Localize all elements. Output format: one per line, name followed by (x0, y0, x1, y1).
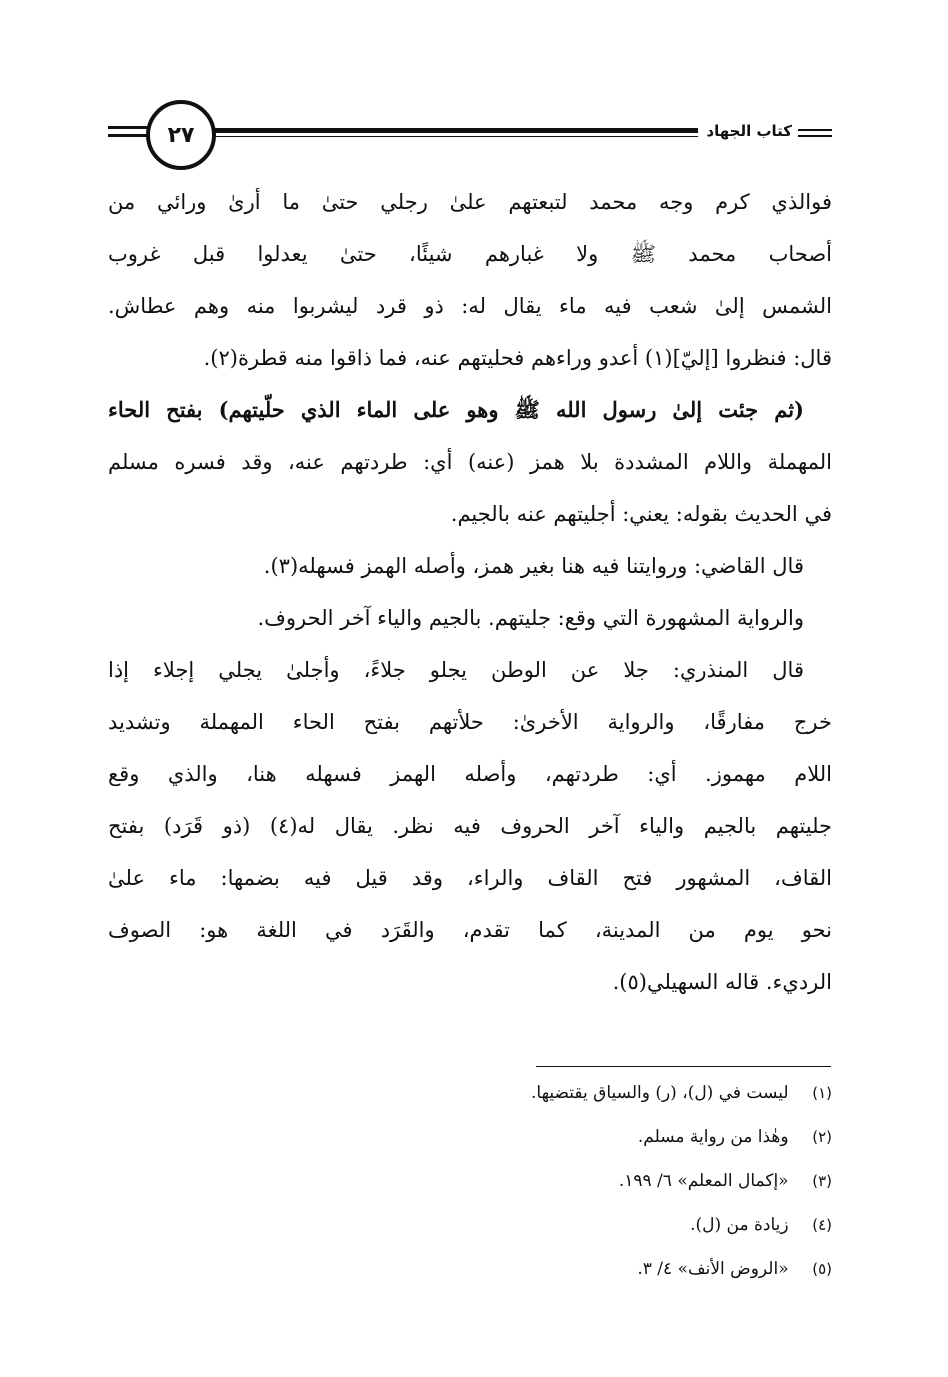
text-line: قال القاضي: وروايتنا فيه هنا بغير همز، وأصله الهمز فسهله(٣). (263, 554, 804, 578)
page-number-circle (146, 100, 216, 170)
footnote (300, 1251, 832, 1287)
footnote-text: وهٰذا من رواية مسلم. (637, 1127, 789, 1147)
text-line: قال: فنظروا [إليّ](١) أعدو وراءهم فحليتهم عنه، فما ذاقوا منه قطرة(٢). (203, 346, 832, 370)
running-head-title: كتاب الجهاد (706, 122, 792, 140)
text-line: نحو يوم من المدينة، كما تقدم، والقَرَد في اللغة هو: الصوف (108, 918, 832, 942)
footnote-text: «إكمال المعلم» ٦/ ١٩٩. (618, 1171, 789, 1191)
footnote-text: «الروض الأنف» ٤/ ٣. (637, 1259, 789, 1279)
header-rule-right-top (798, 129, 832, 131)
text-line: خرج مفارقًا، والرواية الأخرىٰ: حلأتهم بفتح الحاء المهملة وتشديد (108, 710, 832, 734)
text-line: الشمس إلىٰ شعب فيه ماء يقال له: ذو قرد ليشربوا منه وهم عطاش. (108, 294, 832, 318)
header-rule-middle-thin (212, 136, 698, 137)
text-line: أصحاب محمد ﷺ ولا غبارهم شيئًا، حتىٰ يعدلوا قبل غروب (108, 242, 832, 266)
footnote-number: (٥) (812, 1260, 832, 1278)
footnote-text: زيادة من (ل). (690, 1215, 789, 1235)
text-line: الرديء. قاله السهيلي(٥). (612, 970, 832, 994)
footnote (300, 1119, 832, 1155)
footnote (300, 1207, 832, 1243)
page-number: ٢٧ (167, 122, 195, 148)
footnote (300, 1163, 832, 1199)
text-line: قال المنذري: جلا عن الوطن يجلو جلاءً، وأجلىٰ يجلي إجلاء إذا (108, 658, 804, 682)
footnote (300, 1075, 832, 1111)
text-line: فوالذي كرم وجه محمد لتبعتهم علىٰ رجلي حتىٰ ما أرىٰ ورائي من (108, 190, 832, 214)
text-line: والرواية المشهورة التي وقع: جليتهم. بالجيم والياء آخر الحروف. (257, 606, 804, 630)
main-text (108, 175, 832, 1015)
header-rule-left-bottom (108, 134, 150, 137)
text-line: اللام مهموز. أي: طردتهم، وأصله الهمز فسهله هنا، والذي وقع (108, 762, 832, 786)
header-rule-left-top (108, 126, 150, 129)
footnote-number: (٤) (812, 1216, 832, 1234)
text-line: القاف، المشهور فتح القاف والراء، وقد قيل فيه بضمها: ماء علىٰ (108, 866, 832, 890)
page-header (0, 95, 948, 175)
footnote-separator (536, 1066, 831, 1067)
footnote-text: ليست في (ل)، (ر) والسياق يقتضيها. (531, 1083, 789, 1103)
footnote-number: (٣) (812, 1172, 832, 1190)
footnote-number: (٢) (812, 1128, 832, 1146)
text-line: جليتهم بالجيم والياء آخر الحروف فيه نظر. يقال له(٤) (ذو قَرَد) بفتح (108, 814, 833, 838)
footnote-number: (١) (812, 1084, 832, 1102)
text-line: في الحديث بقوله: يعني: أجليتهم عنه بالجيم. (450, 502, 832, 526)
header-rule-right-bottom (798, 135, 832, 137)
header-rule-middle-thick (212, 128, 698, 133)
text-line-bold: (ثم جئت إلىٰ رسول الله ﷺ وهو على الماء الذي حلّيتهم) بفتح الحاء (108, 397, 804, 422)
text-line: المهملة واللام المشددة بلا همز (عنه) أي: طردتهم عنه، وقد فسره مسلم (108, 450, 832, 474)
